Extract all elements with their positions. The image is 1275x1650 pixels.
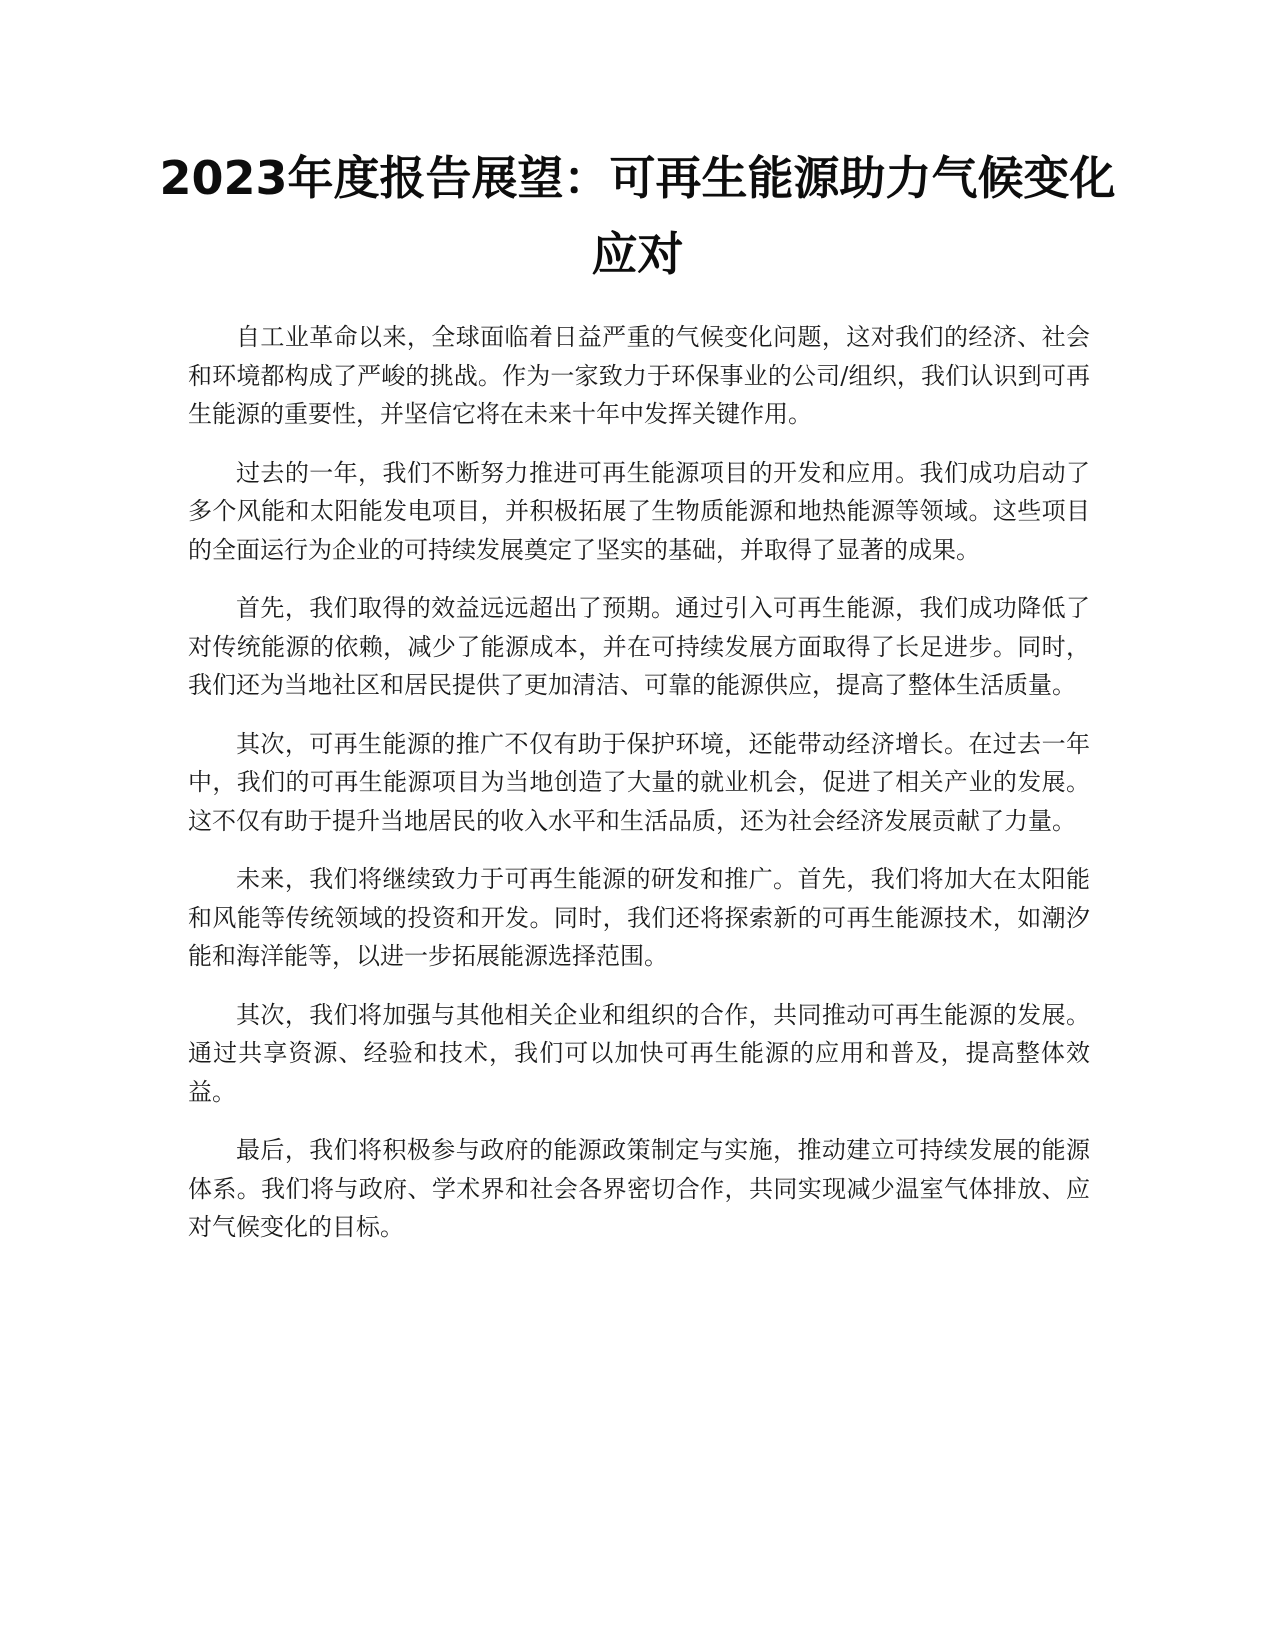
document-body <box>188 318 1090 1267</box>
paragraph: 其次，我们将加强与其他相关企业和组织的合作，共同推动可再生能源的发展。通过共享资源、经验和技术，我们可以加快可再生能源的应用和普及，提高整体效益。 <box>188 1000 1090 1106</box>
paragraph: 未来，我们将继续致力于可再生能源的研发和推广。首先，我们将加大在太阳能和风能等传统领域的投资和开发。同时，我们还将探索新的可再生能源技术，如潮汐能和海洋能等，以进一步拓展能源选择范围。 <box>188 865 1090 970</box>
paragraph: 过去的一年，我们不断努力推进可再生能源项目的开发和应用。我们成功启动了多个风能和太阳能发电项目，并积极拓展了生物质能源和地热能源等领域。这些项目的全面运行为企业的可持续发展奠定了坚实的基础，并取得了显著的成果。 <box>188 458 1090 564</box>
paragraph: 首先，我们取得的效益远远超出了预期。通过引入可再生能源，我们成功降低了对传统能源的依赖，减少了能源成本，并在可持续发展方面取得了长足进步。同时，我们还为当地社区和居民提供了更加清洁、可靠的能源供应，提高了整体生活质量。 <box>188 594 1090 699</box>
paragraph: 最后，我们将积极参与政府的能源政策制定与实施，推动建立可持续发展的能源体系。我们将与政府、学术界和社会各界密切合作，共同实现减少温室气体排放、应对气候变化的目标。 <box>188 1136 1090 1241</box>
paragraph: 其次，可再生能源的推广不仅有助于保护环境，还能带动经济增长。在过去一年中，我们的可再生能源项目为当地创造了大量的就业机会，促进了相关产业的发展。这不仅有助于提升当地居民的收入水平和生活品质，还为社会经济发展贡献了力量。 <box>188 729 1090 835</box>
paragraph: 自工业革命以来，全球面临着日益严重的气候变化问题，这对我们的经济、社会和环境都构成了严峻的挑战。作为一家致力于环保事业的公司/组织，我们认识到可再生能源的重要性，并坚信它将在未来十年中发挥关键作用。 <box>188 323 1090 428</box>
document-title: 2023年度报告展望：可再生能源助力气候变化应对 <box>159 151 1116 281</box>
